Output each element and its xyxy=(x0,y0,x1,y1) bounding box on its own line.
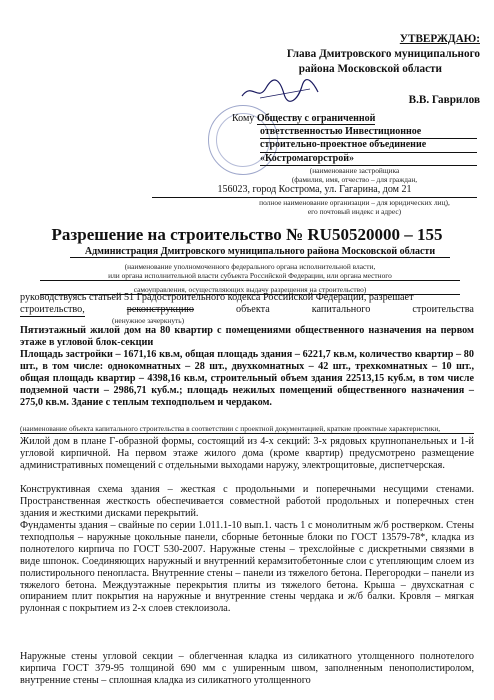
addressee-block xyxy=(217,113,477,216)
addressee-org-line-1: Обществу с ограниченной xyxy=(256,113,376,124)
issuer-hint-3: самоуправления, осуществляющих выдачу разрешения на строительство) xyxy=(40,285,460,295)
permit-word-2: реконструкцию xyxy=(126,304,195,315)
permit-word-4: капитального xyxy=(311,304,371,315)
permit-line xyxy=(20,304,474,317)
permit-word-3: объекта xyxy=(236,304,270,315)
approval-line-2: района Московской области xyxy=(298,63,442,75)
issuer-name: Администрация Дмитровского муниципального района Московской области xyxy=(70,246,450,258)
issuer-hint-2: или органа исполнительной власти субъекта Российской Федерации, или органа местного xyxy=(40,271,460,281)
paragraph-1: Жилой дом в плане Г-образной формы, состоящий из 4-х секций: 3-х рядовых крупнопанельных и 1-й угловой кирпичной. На первом этаже жилого дома (кроме квартир) предусмотрено размещение административных помещений с отдельными выходами наружу, электрощитовые, диспетчерская. xyxy=(20,436,474,471)
paragraph-3: Фундаменты здания – свайные по серии 1.011.1-10 вып.1. часть 1 с монолитным ж/б ростверком. Стены техподполья – наружные цокольные панели, сборные бетонные блоки по ГОСТ 13579-78*, кладка из полнотелого кирпича по ГОСТ 530-2007. Наружные стены – трехслойные с дискретными связями в виде шпонок. Соединяющих наружный и внутренний керамзитобетонные слои с утепляющим слоем из полистирольного пенопласта. Внутренние стены – панели из тяжелого бетона. Перегородки – панели из тяжелого бетона. Междуэтажные перекрытия плиты из тяжелого бетона. Крыша – двухскатная с опиранием плит покрытия на наружные и внутренние стены чердака и ж/б балки. Кровля – мягкая рулонная с покрытием из 2-х слоев стеклоизола. xyxy=(20,520,474,615)
page-title: Разрешение на строительство № RU50520000 – 155 xyxy=(51,225,443,244)
addressee-hint-1: (наименование застройщика xyxy=(309,166,400,175)
area-text: Площадь застройки – 1671,16 кв.м, общая площадь здания – 6221,7 кв.м, количество квартир – 80 шт., в том числе: однокомнатных – 28 шт., двухкомнатных – 42 шт., трехкомнатных – 10 шт., общая площадь квартир – 4398,16 кв.м, строительный объем здания 22513,15 куб.м, в том числе подземной части – 2986,71 куб.м.; площадь нежилых помещений общественного назначения – 275,0 кв.м. Здание с теплым техподпольем и чердаком. xyxy=(20,349,474,408)
addressee-label: Кому xyxy=(232,113,255,124)
approval-signer: В.В. Гаврилов xyxy=(408,94,480,106)
addressee-org-line-4: «Костромагорстрой» xyxy=(260,153,477,167)
addressee-address: 156023, город Кострома, ул. Гагарина, дом 21 xyxy=(152,184,477,198)
addressee-hint-3: полное наименование организации – для юридических лиц), xyxy=(259,197,450,207)
addressee-org-line-2: ответственностью Инвестиционное xyxy=(260,126,477,140)
issuer-hint-1: (наименование уполномоченного федерального органа исполнительной власти, xyxy=(124,262,376,271)
unneeded-hint: (ненужное зачеркнуть) xyxy=(112,316,185,325)
approval-heading: УТВЕРЖДАЮ: xyxy=(399,33,480,45)
approval-line-1: Глава Дмитровского муниципального xyxy=(286,48,480,60)
addressee-hint-4: его почтовый индекс и адрес) xyxy=(307,206,402,216)
object-description: Пятиэтажный жилой дом на 80 квартир с помещениями общественного назначения на первом этаже в угловой блок-секции xyxy=(20,325,474,348)
addressee-hint-2: (фамилия, имя, отчество – для граждан, xyxy=(291,175,418,184)
object-hint: (наименование объекта капитального строительства в соответствии с проектной документацией, краткие проектные характеристики, xyxy=(20,424,474,434)
paragraph-2: Конструктивная схема здания – жесткая с продольными и поперечными несущими стенами. Пространственная жесткость обеспечивается совместной работой продольных и поперечных стен здания и жесткими дисками перекрытий. xyxy=(20,484,474,519)
issuer-hints xyxy=(40,262,460,295)
permit-word-5: строительства xyxy=(412,304,474,315)
signature-image xyxy=(240,78,320,104)
addressee-org-line-3: строительно-проектное объединение xyxy=(260,139,477,153)
permit-word-1: строительство, xyxy=(20,304,85,315)
guided-text: руководствуясь статьей 51 Градостроительного кодекса Российской Федерации, разрешает xyxy=(20,292,414,303)
paragraph-4: Наружные стены угловой секции – облегченная кладка из силикатного утолщенного полнотелого кирпича ГОСТ 379-95 толщиной 690 мм с уширенным швом, заполненным пенополистиролом, внутренние стены – сплошная кладка из силикатного утолщенного xyxy=(20,651,474,686)
